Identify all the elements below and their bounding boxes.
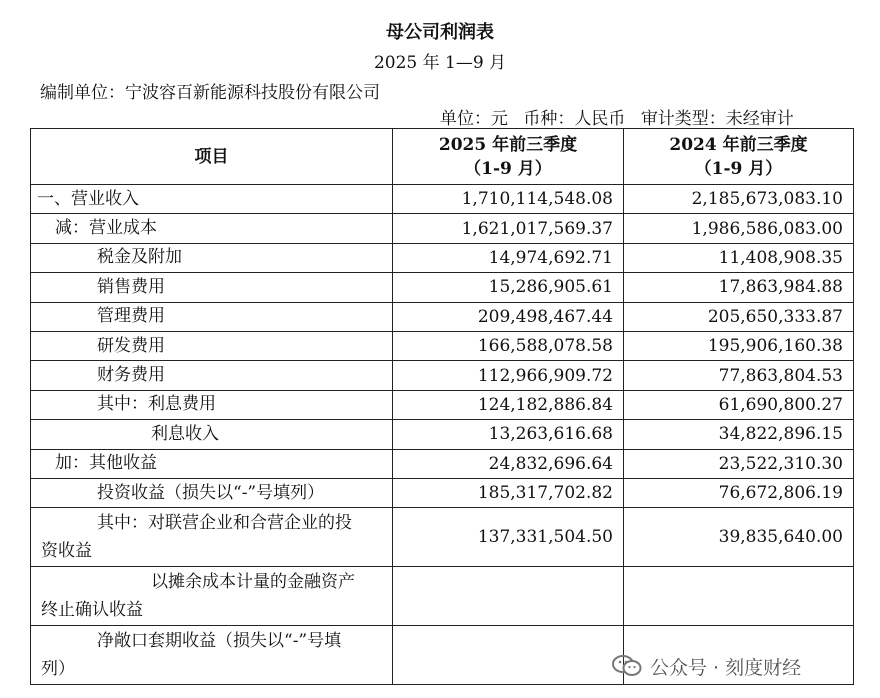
reporting-entity: 编制单位：宁波容百新能源科技股份有限公司	[40, 83, 380, 103]
value-2024: 34,822,896.15	[624, 420, 854, 449]
value-2024: 76,672,806.19	[624, 478, 854, 507]
income-statement-table	[30, 128, 854, 685]
wechat-icon	[612, 654, 642, 678]
column-header-2025-line2: （1-9 月）	[464, 158, 552, 179]
value-2024: 1,986,586,083.00	[624, 214, 854, 243]
unit-label: 单位：元	[440, 109, 508, 129]
value-2025: 24,832,696.64	[393, 449, 624, 478]
value-2025: 137,331,504.50	[393, 508, 624, 567]
value-2025: 124,182,886.84	[393, 390, 624, 419]
unit-info	[440, 104, 804, 129]
value-2024	[624, 567, 854, 626]
watermark	[612, 652, 801, 680]
table-row	[31, 214, 854, 243]
column-header-2024	[624, 129, 854, 185]
row-label-line1: 其中：对联营企业和合营企业的投	[97, 513, 352, 534]
table-row	[31, 567, 854, 626]
table-row	[31, 449, 854, 478]
value-2025: 13,263,616.68	[393, 420, 624, 449]
statement-period: 2025 年 1—9 月	[373, 53, 507, 73]
table-row	[31, 302, 854, 331]
row-label: 投资收益（损失以“-”号填列）	[31, 478, 393, 507]
value-2024: 205,650,333.87	[624, 302, 854, 331]
table-row	[31, 185, 854, 214]
value-2025: 14,974,692.71	[393, 243, 624, 272]
table-row	[31, 243, 854, 272]
table-row	[31, 478, 854, 507]
statement-title: 母公司利润表	[386, 22, 494, 43]
table-header-row	[31, 129, 854, 185]
audit-type-label: 审计类型：未经审计	[640, 109, 794, 129]
value-2024: 61,690,800.27	[624, 390, 854, 419]
table-row	[31, 361, 854, 390]
row-label	[31, 567, 393, 626]
value-2025: 166,588,078.58	[393, 331, 624, 360]
row-label: 研发费用	[31, 331, 393, 360]
value-2024: 23,522,310.30	[624, 449, 854, 478]
currency-label: 币种：人民币	[523, 109, 626, 129]
value-2024: 195,906,160.38	[624, 331, 854, 360]
column-header-2024-line2: （1-9 月）	[694, 158, 783, 179]
column-header-2024-line1: 2024 年前三季度	[669, 134, 808, 155]
value-2024: 39,835,640.00	[624, 508, 854, 567]
column-header-2025-line1: 2025 年前三季度	[438, 134, 578, 155]
row-label: 销售费用	[31, 273, 393, 302]
row-label-line1: 以摊余成本计量的金融资产	[151, 571, 355, 592]
column-header-item: 项目	[31, 129, 393, 185]
value-2025: 15,286,905.61	[393, 273, 624, 302]
row-label: 其中：利息费用	[31, 390, 393, 419]
row-label-line2: 列）	[41, 658, 75, 679]
value-2024: 77,863,804.53	[624, 361, 854, 390]
row-label-line1: 净敞口套期收益（损失以“-”号填	[97, 630, 342, 651]
row-label: 一、营业收入	[31, 185, 393, 214]
row-label: 利息收入	[31, 420, 393, 449]
table-row	[31, 331, 854, 360]
value-2024: 17,863,984.88	[624, 273, 854, 302]
value-2025: 185,317,702.82	[393, 478, 624, 507]
row-label: 税金及附加	[31, 243, 393, 272]
row-label: 加：其他收益	[31, 449, 393, 478]
table-row	[31, 420, 854, 449]
value-2025: 209,498,467.44	[393, 302, 624, 331]
row-label-line2: 终止确认收益	[41, 599, 143, 620]
watermark-text: 公众号 · 刻度财经	[650, 656, 802, 679]
row-label	[31, 625, 393, 684]
row-label: 管理费用	[31, 302, 393, 331]
table-row	[31, 390, 854, 419]
row-label: 减：营业成本	[31, 214, 393, 243]
value-2025: 1,621,017,569.37	[393, 214, 624, 243]
row-label-line2: 资收益	[41, 541, 92, 562]
value-2025	[393, 567, 624, 626]
row-label	[31, 508, 393, 567]
column-header-2025	[393, 129, 624, 185]
value-2024: 2,185,673,083.10	[624, 185, 854, 214]
value-2025: 1,710,114,548.08	[393, 185, 624, 214]
value-2025: 112,966,909.72	[393, 361, 624, 390]
row-label: 财务费用	[31, 361, 393, 390]
table-row	[31, 508, 854, 567]
value-2024: 11,408,908.35	[624, 243, 854, 272]
value-2025	[393, 625, 624, 684]
table-row	[31, 273, 854, 302]
